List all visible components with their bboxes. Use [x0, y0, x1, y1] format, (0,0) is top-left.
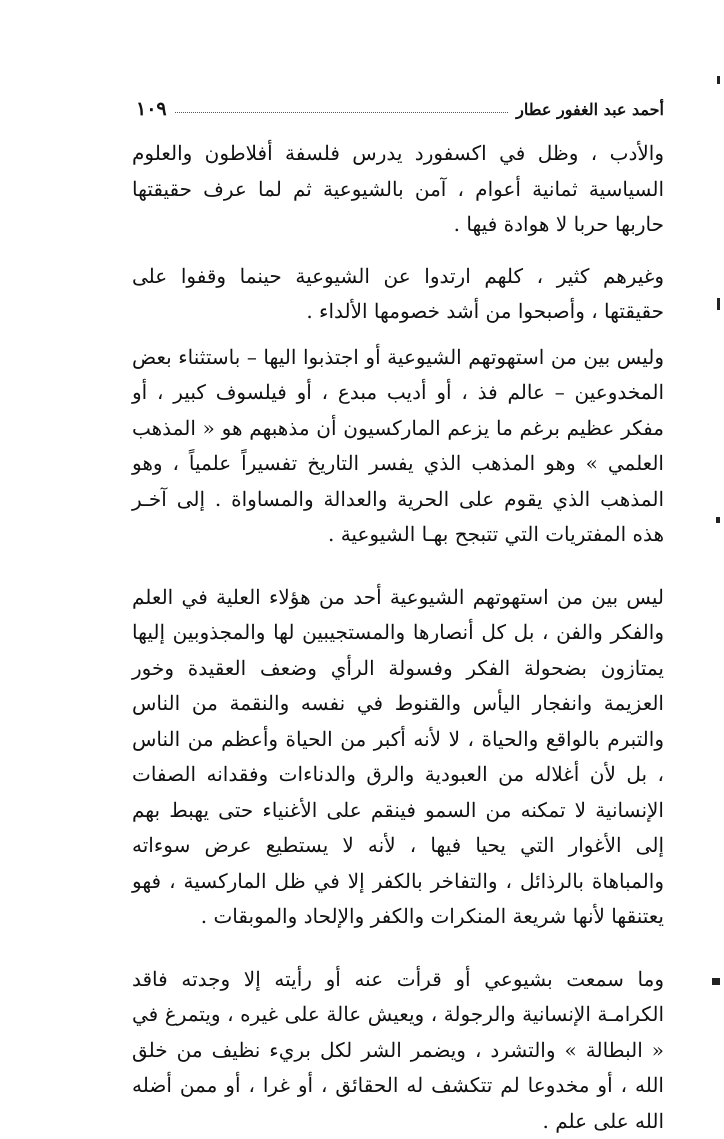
- page-number: ١٠٩: [136, 98, 167, 120]
- scan-margin-mark: [717, 298, 720, 310]
- running-header: [136, 96, 664, 122]
- scan-margin-mark: [712, 978, 720, 985]
- paragraph-1: والأدب ، وظل في اكسفورد يدرس فلسفة أفلاطون والعلوم السياسية ثمانية أعوام ، آمن بالشيوعية ثم لما عرف حقيقتها حاربها حربا لا هوادة فيها .: [132, 136, 664, 243]
- scan-margin-mark: [716, 517, 720, 523]
- paragraph-3: وليس بين من استهوتهم الشيوعية أو اجتذبوا اليها – باستثناء بعض المخدوعين – عالم فذ ، أو أديب مبدع ، أو فيلسوف كبير ، أو مفكر عظيم برغم ما يزعم الماركسيون أن مذهبهم هو « المذهب العلمي » وهو المذهب الذي يفسر التاريخ تفسيراً علمياً ، وهو المذهب الذي يقوم على الحرية والعدالة والمساواة . إلى آخـر هذه المفتريات التي تتبجح بهـا الشيوعية .: [132, 340, 664, 553]
- dotted-leader: [175, 112, 509, 113]
- paragraph-5: وما سمعت بشيوعي أو قرأت عنه أو رأيته إلا وجدته فاقد الكرامـة الإنسانية والرجولة ، ويعيش عالة على غيره ، ويتمرغ في « البطالة » والتشرد ، ويضمر الشر لكل بريء نظيف من خلق الله ، أو مخدوعا لم تتكشف له الحقائق ، أو غرا ، أو ممن أضله الله على علم .: [132, 962, 664, 1139]
- paragraph-2: وغيرهم كثير ، كلهم ارتدوا عن الشيوعية حينما وقفوا على حقيقتها ، وأصبحوا من أشد خصومها الألداء .: [132, 259, 664, 330]
- scan-margin-mark: [717, 76, 720, 84]
- paragraph-4: ليس بين من استهوتهم الشيوعية أحد من هؤلاء العلية في العلم والفكر والفن ، بل كل أنصارها والمستجيبين لها والمجذوبين إليها يمتازون بضحولة الفكر وفسولة الرأي وضعف العقيدة وخور العزيمة وانفجار اليأس والقنوط في نفسه والنقمة من الناس والتبرم بالواقع والحياة ، لا لأنه أكبر من الحياة وأعظم من الناس ، بل لأن أغلاله من العبودية والرق والدناءات وفقدانه الصفات الإنسانية لا تمكنه من السمو فينقم على الأغنياء حتى يهبط بهم إلى الأغوار التي يحيا فيها ، لأنه لا يستطيع عرض سوءاته والمباهاة بالرذائل ، والتفاخر بالكفر إلا في ظل الماركسية ، فهو يعتنقها لأنها شريعة المنكرات والكفر والإلحاد والموبقات .: [132, 580, 664, 935]
- body-text: [132, 136, 664, 1139]
- running-title: أحمد عبد الغفور عطار: [516, 100, 664, 119]
